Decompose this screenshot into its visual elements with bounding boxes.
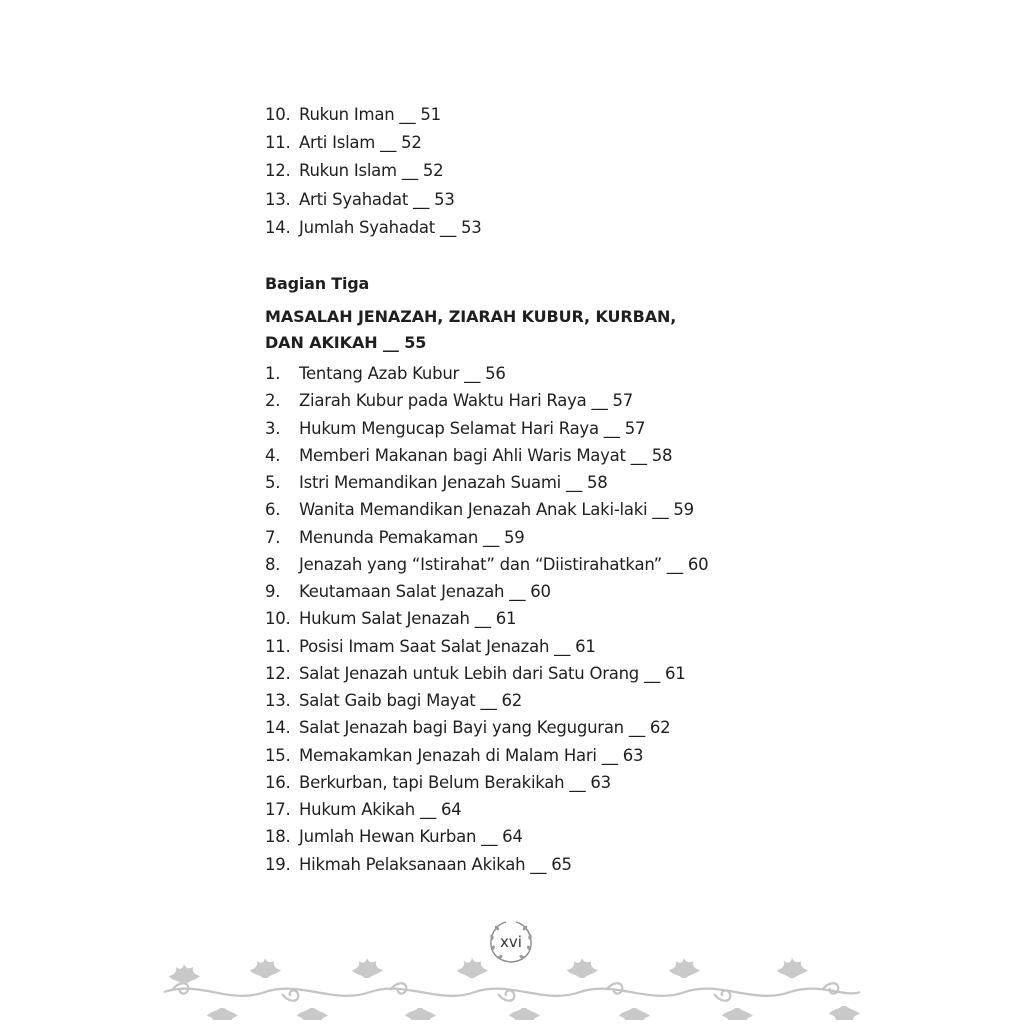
toc-item-text: Memakamkan Jenazah di Malam Hari __ 63 bbox=[299, 745, 644, 765]
toc-item-text: Memberi Makanan bagi Ahli Waris Mayat __ 58 bbox=[299, 445, 673, 465]
toc-item bbox=[265, 496, 708, 523]
toc-item bbox=[265, 157, 482, 185]
toc-item-number: 13. bbox=[265, 189, 291, 209]
toc-item bbox=[265, 415, 708, 442]
toc-item-text: Keutamaan Salat Jenazah __ 60 bbox=[299, 582, 551, 601]
toc-item bbox=[265, 186, 482, 214]
toc-item bbox=[265, 469, 708, 496]
toc-item bbox=[265, 129, 482, 157]
toc-item bbox=[265, 551, 708, 578]
section-label: Bagian Tiga bbox=[265, 274, 370, 293]
toc-item-number: 7. bbox=[265, 527, 281, 547]
toc-item bbox=[265, 660, 708, 687]
toc-item-number: 11. bbox=[265, 133, 291, 153]
toc-item bbox=[265, 796, 708, 823]
toc-item-text: Ziarah Kubur pada Waktu Hari Raya __ 57 bbox=[299, 391, 633, 411]
toc-item-number: 10. bbox=[265, 609, 291, 629]
toc-item-text: Salat Gaib bagi Mayat __ 62 bbox=[299, 691, 523, 710]
toc-item-number: 1. bbox=[265, 364, 281, 383]
section-title-line: MASALAH JENAZAH, ZIARAH KUBUR, KURBAN, bbox=[265, 307, 677, 326]
toc-item bbox=[265, 578, 708, 605]
toc-item-text: Tentang Azab Kubur __ 56 bbox=[299, 364, 506, 383]
vine-ornament-icon bbox=[160, 950, 864, 1020]
toc-list-top bbox=[265, 101, 482, 242]
toc-item bbox=[265, 769, 708, 796]
toc-item-number: 5. bbox=[265, 473, 281, 492]
toc-item-text: Salat Jenazah untuk Lebih dari Satu Orang __ 61 bbox=[299, 663, 686, 683]
section-title-line: DAN AKIKAH __ 55 bbox=[265, 333, 427, 352]
toc-item-number: 13. bbox=[265, 691, 291, 710]
toc-item-text: Posisi Imam Saat Salat Jenazah __ 61 bbox=[299, 636, 596, 656]
toc-item bbox=[265, 823, 708, 850]
toc-item-number: 4. bbox=[265, 445, 281, 465]
toc-item-number: 16. bbox=[265, 772, 291, 792]
toc-item-number: 15. bbox=[265, 745, 291, 765]
toc-item-number: 6. bbox=[265, 500, 281, 520]
toc-item-text: Jenazah yang “Istirahat” dan “Diistirahatkan” __ 60 bbox=[299, 554, 709, 574]
toc-item-text: Rukun Iman __ 51 bbox=[299, 105, 441, 124]
toc-item-text: Hukum Salat Jenazah __ 61 bbox=[299, 609, 517, 629]
toc-item-text: Salat Jenazah bagi Bayi yang Keguguran __ 62 bbox=[299, 718, 671, 738]
toc-item-text: Rukun Islam __ 52 bbox=[299, 161, 444, 181]
toc-item bbox=[265, 851, 708, 878]
toc-item-number: 12. bbox=[265, 663, 291, 683]
toc-item-text: Arti Islam __ 52 bbox=[299, 133, 422, 153]
toc-item bbox=[265, 633, 708, 660]
toc-item-number: 2. bbox=[265, 391, 281, 411]
toc-item-text: Jumlah Syahadat __ 53 bbox=[299, 217, 482, 237]
toc-item-text: Hukum Akikah __ 64 bbox=[299, 800, 462, 819]
toc-item-text: Arti Syahadat __ 53 bbox=[299, 189, 455, 209]
toc-item-text: Jumlah Hewan Kurban __ 64 bbox=[299, 827, 523, 847]
toc-item-number: 14. bbox=[265, 718, 291, 738]
toc-item-text: Hikmah Pelaksanaan Akikah __ 65 bbox=[299, 854, 572, 874]
toc-item-number: 18. bbox=[265, 827, 291, 847]
toc-item-number: 12. bbox=[265, 161, 291, 181]
toc-item bbox=[265, 442, 708, 469]
toc-item bbox=[265, 605, 708, 632]
toc-list-main bbox=[265, 360, 708, 878]
toc-item-number: 19. bbox=[265, 854, 291, 874]
toc-item bbox=[265, 387, 708, 414]
page-number: xvi bbox=[500, 933, 522, 951]
toc-item-number: 10. bbox=[265, 105, 291, 124]
toc-item-text: Hukum Mengucap Selamat Hari Raya __ 57 bbox=[299, 418, 646, 438]
section-title bbox=[265, 304, 705, 356]
toc-item-number: 3. bbox=[265, 418, 281, 438]
toc-item bbox=[265, 524, 708, 551]
toc-item-number: 14. bbox=[265, 217, 291, 237]
toc-item bbox=[265, 687, 708, 714]
toc-item-number: 17. bbox=[265, 800, 291, 819]
toc-item-number: 9. bbox=[265, 582, 281, 601]
toc-item bbox=[265, 742, 708, 769]
toc-item-text: Wanita Memandikan Jenazah Anak Laki-laki __ 59 bbox=[299, 500, 694, 520]
toc-item bbox=[265, 214, 482, 242]
toc-item bbox=[265, 101, 482, 129]
toc-item-text: Istri Memandikan Jenazah Suami __ 58 bbox=[299, 473, 608, 492]
toc-item bbox=[265, 714, 708, 741]
toc-item-number: 8. bbox=[265, 554, 281, 574]
toc-item-text: Berkurban, tapi Belum Berakikah __ 63 bbox=[299, 772, 611, 792]
toc-item-text: Menunda Pemakaman __ 59 bbox=[299, 527, 525, 547]
toc-item bbox=[265, 360, 708, 387]
toc-item-number: 11. bbox=[265, 636, 291, 656]
